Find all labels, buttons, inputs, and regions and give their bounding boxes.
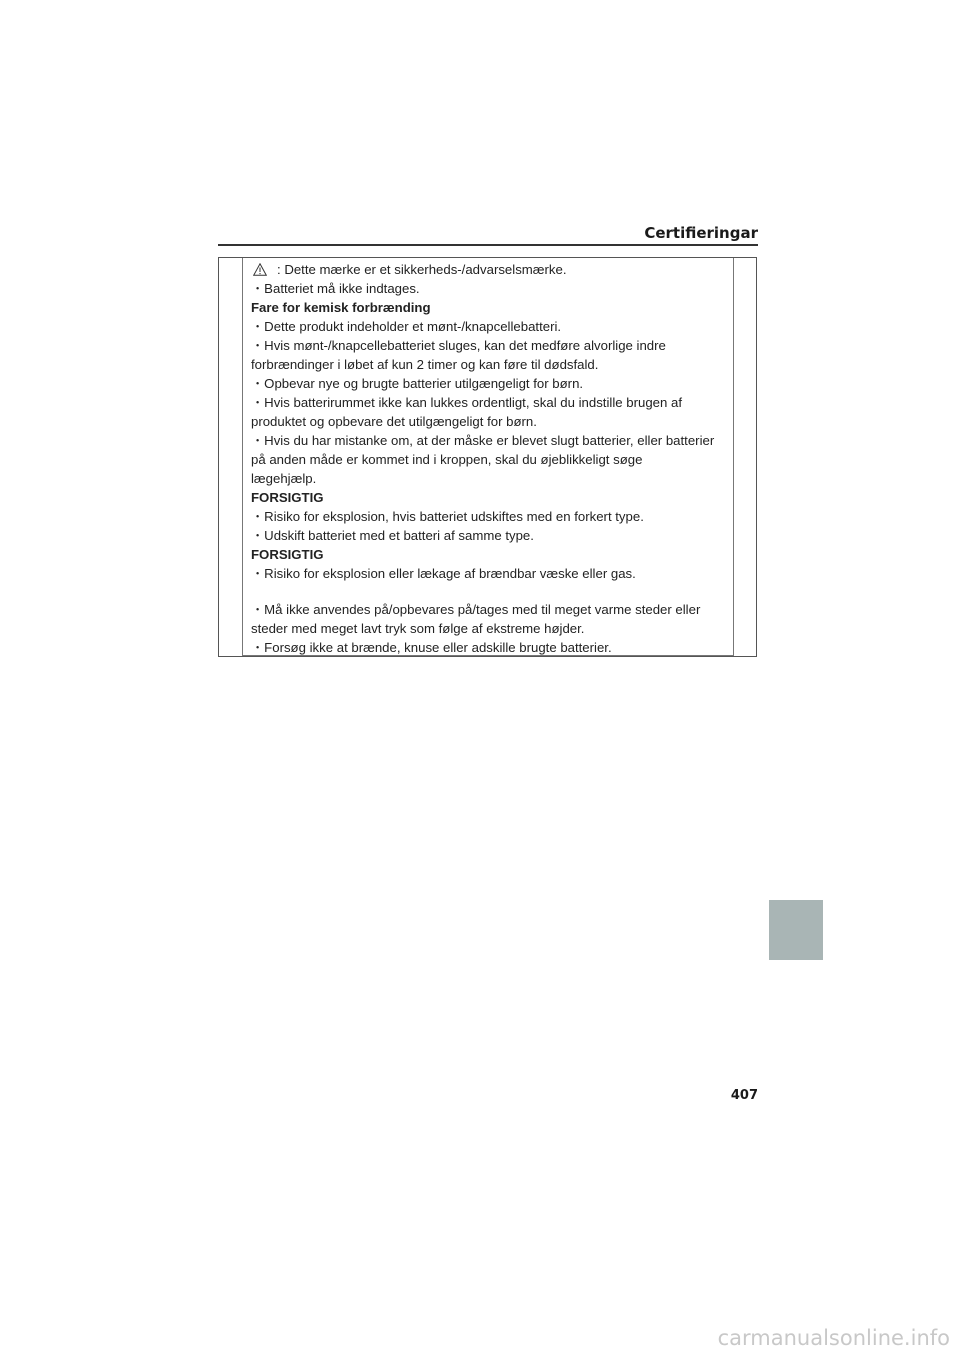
- text-line: ・Forsøg ikke at brænde, knuse eller adskille brugte batterier.: [251, 640, 612, 655]
- text-line: ・Risiko for eksplosion, hvis batteriet udskiftes med en forkert type.: [251, 509, 644, 524]
- spacer: [251, 583, 726, 600]
- text-line: forbrændinger i løbet af kun 2 timer og kan føre til dødsfald.: [251, 357, 599, 372]
- text-line: ・Hvis du har mistanke om, at der måske er blevet slugt batterier, eller batterier: [251, 433, 715, 448]
- watermark: carmanualsonline.info: [717, 1326, 950, 1350]
- text-line: ・Opbevar nye og brugte batterier utilgængeligt for børn.: [251, 376, 584, 391]
- text-line: ・Batteriet må ikke indtages.: [251, 281, 420, 296]
- warning-symbol-line: [251, 260, 726, 279]
- text-line: steder med meget lavt tryk som følge af ekstreme højder.: [251, 621, 585, 636]
- section-title: Certifieringar: [644, 224, 758, 242]
- warning-content: [251, 260, 726, 657]
- subheading: Fare for kemisk forbrænding: [251, 300, 431, 315]
- text-line: ・Må ikke anvendes på/opbevares på/tages med til meget varme steder eller: [251, 602, 701, 617]
- warning-triangle-icon: [253, 263, 267, 276]
- text-line: ・Risiko for eksplosion eller lækage af brændbar væske eller gas.: [251, 566, 636, 581]
- page-number: 407: [730, 1088, 758, 1103]
- text-line: produktet og opbevare det utilgængeligt for børn.: [251, 414, 537, 429]
- chapter-tab: [769, 900, 823, 960]
- text-line: på anden måde er kommet ind i kroppen, skal du øjeblikkeligt søge: [251, 452, 643, 467]
- text-line: lægehjælp.: [251, 471, 317, 486]
- warning-symbol-text: : Dette mærke er et sikkerheds-/advarselsmærke.: [277, 262, 567, 277]
- subheading: FORSIGTIG: [251, 547, 324, 562]
- subheading: FORSIGTIG: [251, 490, 324, 505]
- text-line: ・Dette produkt indeholder et mønt-/knapcellebatteri.: [251, 319, 562, 334]
- header-divider: [218, 244, 758, 246]
- text-line: ・Hvis mønt-/knapcellebatteriet sluges, kan det medføre alvorlige indre: [251, 338, 666, 353]
- text-line: ・Udskift batteriet med et batteri af samme type.: [251, 528, 534, 543]
- text-line: ・Hvis batterirummet ikke kan lukkes ordentligt, skal du indstille brugen af: [251, 395, 682, 410]
